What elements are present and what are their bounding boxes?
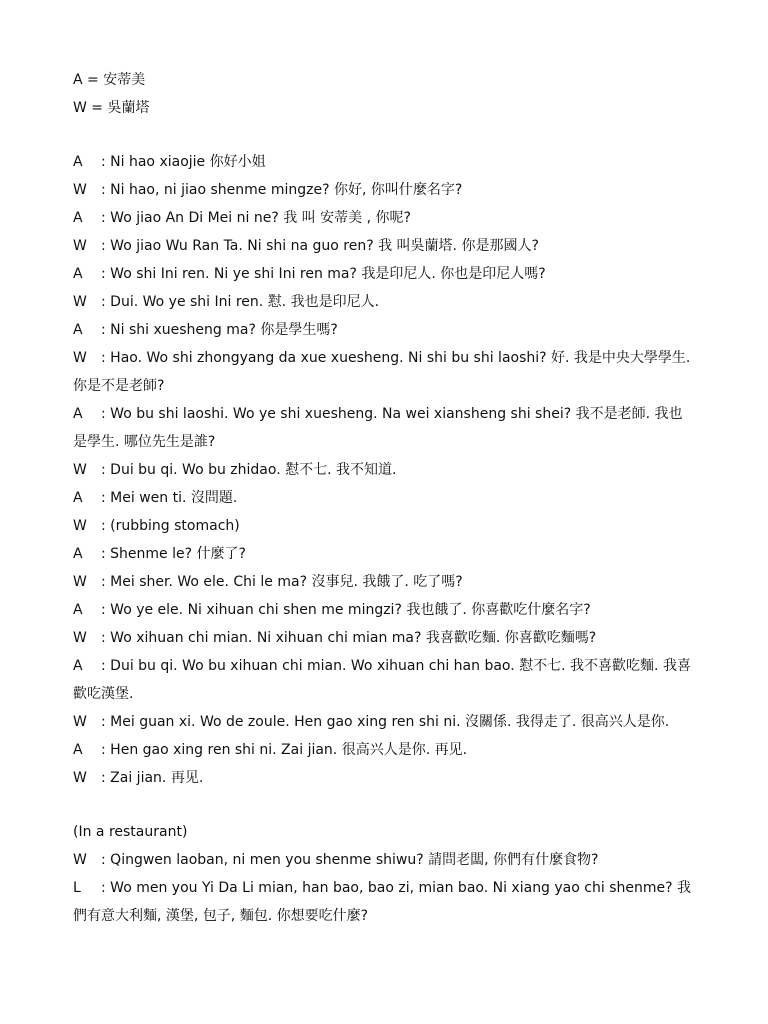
dialogue-line [73,568,695,596]
dialogue-text: Wo ye ele. Ni xihuan chi shen me mingzi? 我也餓了. 你喜歡吃什麼名字? [110,602,591,618]
separator: : [101,210,106,226]
dialogue-text: Mei guan xi. Wo de zoule. Hen gao xing ren shi ni. 沒關係. 我得走了. 很高兴人是你. [110,714,670,730]
dialogue-text: Dui bu qi. Wo bu zhidao. 懟不七. 我不知道. [110,462,397,478]
legend-line-a: A = 安蒂美 [73,72,146,88]
separator: : [101,852,106,868]
separator: : [101,658,106,674]
dialogue-line [73,204,695,232]
speaker-label: W [73,518,87,534]
separator: : [101,266,106,282]
dialogue-line [73,736,695,764]
separator: : [101,518,106,534]
speaker-label: A [73,602,83,618]
scene-note: (In a restaurant) [73,824,188,840]
speaker-label: W [73,462,87,478]
speaker-label: A [73,658,83,674]
restaurant-dialogue-section [73,846,695,930]
speaker-label: W [73,574,87,590]
separator: : [101,238,106,254]
separator: : [101,714,106,730]
dialogue-line [73,148,695,176]
speaker-label: L [73,880,81,896]
separator: : [101,322,106,338]
dialogue-text: Qingwen laoban, ni men you shenme shiwu? 請問老闆, 你們有什麼食物? [110,852,599,868]
dialogue-line [73,652,695,708]
dialogue-text: Hao. Wo shi zhongyang da xue xuesheng. Ni shi bu shi laoshi? 好. 我是中央大學學生. 你是不是老師? [73,350,691,394]
dialogue-text: Wo jiao An Di Mei ni ne? 我 叫 安蒂美 , 你呢? [110,210,411,226]
dialogue-line [73,232,695,260]
speaker-label: W [73,852,87,868]
dialogue-text: Dui bu qi. Wo bu xihuan chi mian. Wo xihuan chi han bao. 懟不七. 我不喜歡吃麵. 我喜歡吃漢堡. [73,658,691,702]
dialogue-line [73,176,695,204]
speaker-label: W [73,714,87,730]
separator: : [101,490,106,506]
spacer [73,792,695,818]
document-page [73,66,695,930]
spacer [73,122,695,148]
dialogue-text: Ni shi xuesheng ma? 你是學生嗎? [110,322,338,338]
dialogue-line [73,512,695,540]
dialogue-line [73,260,695,288]
separator: : [101,880,106,896]
dialogue-text: Zai jian. 再见. [110,770,204,786]
dialogue-text: Shenme le? 什麼了? [110,546,246,562]
separator: : [101,406,106,422]
dialogue-text: Wo jiao Wu Ran Ta. Ni shi na guo ren? 我 叫吳蘭塔. 你是那國人? [110,238,539,254]
dialogue-line [73,708,695,736]
separator: : [101,294,106,310]
dialogue-text: Wo men you Yi Da Li mian, han bao, bao zi, mian bao. Ni xiang yao chi shenme? 我們有意大利麵, 漢堡, 包子, 麵包. 你想要吃什麼? [73,880,691,924]
dialogue-line [73,288,695,316]
dialogue-text: Ni hao, ni jiao shenme mingze? 你好, 你叫什麼名字? [110,182,463,198]
speaker-label: W [73,182,87,198]
separator: : [101,770,106,786]
dialogue-line [73,874,695,930]
dialogue-line [73,596,695,624]
dialogue-text: (rubbing stomach) [110,518,240,534]
speaker-label: A [73,266,83,282]
separator: : [101,182,106,198]
separator: : [101,742,106,758]
dialogue-line [73,624,695,652]
speaker-label: A [73,546,83,562]
speaker-label: W [73,630,87,646]
dialogue-text: Mei sher. Wo ele. Chi le ma? 沒事兒. 我餓了. 吃了嗎? [110,574,463,590]
dialogue-text: Mei wen ti. 沒問題. [110,490,238,506]
dialogue-line [73,846,695,874]
dialogue-line [73,484,695,512]
dialogue-section [73,148,695,792]
speaker-label: A [73,210,83,226]
speaker-label: W [73,294,87,310]
dialogue-text: Ni hao xiaojie 你好小姐 [110,154,266,170]
speaker-label: A [73,322,83,338]
separator: : [101,154,106,170]
separator: : [101,546,106,562]
speaker-label: W [73,770,87,786]
speaker-label: A [73,406,83,422]
dialogue-text: Wo xihuan chi mian. Ni xihuan chi mian ma? 我喜歡吃麵. 你喜歡吃麵嗎? [110,630,597,646]
separator: : [101,462,106,478]
speaker-label: A [73,154,83,170]
dialogue-line [73,764,695,792]
separator: : [101,602,106,618]
speaker-label: A [73,742,83,758]
dialogue-text: Dui. Wo ye shi Ini ren. 懟. 我也是印尼人. [110,294,380,310]
speaker-label: A [73,490,83,506]
speaker-label: W [73,238,87,254]
speaker-label: W [73,350,87,366]
legend-line-w: W = 吳蘭塔 [73,100,150,116]
dialogue-line [73,456,695,484]
dialogue-line [73,540,695,568]
dialogue-text: Hen gao xing ren shi ni. Zai jian. 很高兴人是你. 再见. [110,742,468,758]
dialogue-text: Wo shi Ini ren. Ni ye shi Ini ren ma? 我是印尼人. 你也是印尼人嗎? [110,266,546,282]
dialogue-line [73,344,695,400]
dialogue-line [73,400,695,456]
dialogue-text: Wo bu shi laoshi. Wo ye shi xuesheng. Na wei xiansheng shi shei? 我不是老師. 我也是學生. 哪位先生是誰? [73,406,683,450]
separator: : [101,350,106,366]
dialogue-line [73,316,695,344]
separator: : [101,630,106,646]
separator: : [101,574,106,590]
